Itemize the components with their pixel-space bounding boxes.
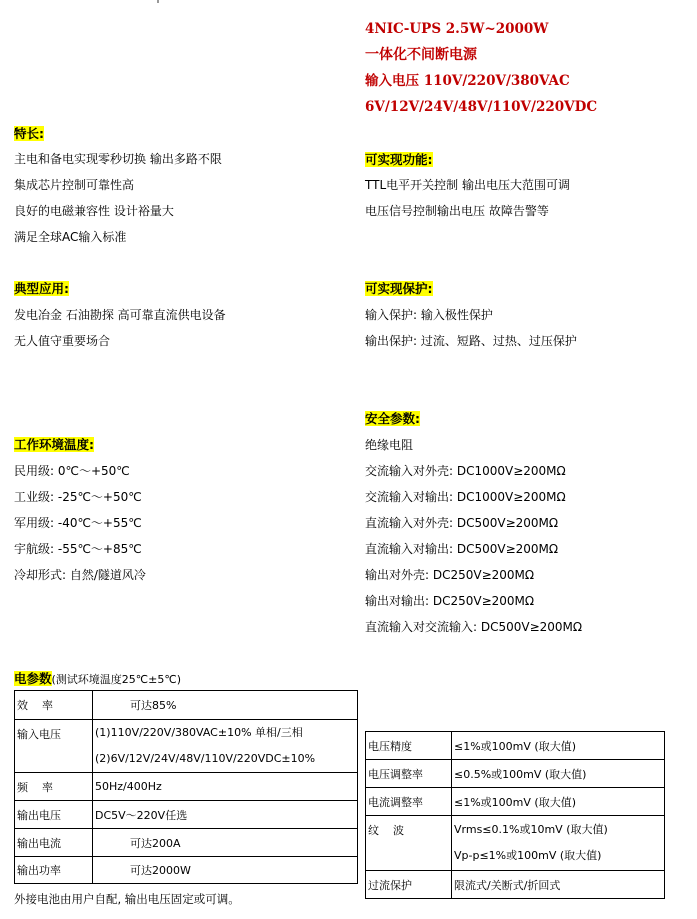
title-line-2: 一体化不间断电源 [365, 47, 477, 63]
environment-item: 军用级: -40℃～+55℃ [14, 516, 142, 530]
applications-heading: 典型应用: [14, 281, 69, 296]
table-cell-label: 效 率 [15, 691, 93, 720]
table-cell-line: (1)110V/220V/380VAC±10% 单相/三相 [95, 726, 303, 739]
table-cell-value: 可达85% [93, 691, 358, 720]
electrical-subheading: (测试环境温度25℃±5℃) [51, 673, 182, 686]
safety-item: 交流输入对外壳: DC1000V≥200MΩ [365, 464, 566, 478]
table-cell-value: ≤0.5%或100mV (取大值) [452, 760, 665, 788]
safety-item: 绝缘电阻 [365, 438, 414, 452]
protection-item: 输入保护: 输入极性保护 [365, 308, 493, 322]
table-row [366, 732, 665, 760]
table-cell-label: 输出功率 [15, 857, 93, 884]
safety-item: 输出对输出: DC250V≥200MΩ [365, 594, 535, 608]
features-heading: 特长: [14, 126, 44, 141]
table-cell-value: 可达200A [93, 829, 358, 857]
safety-item: 交流输入对输出: DC1000V≥200MΩ [365, 490, 566, 504]
table-cell-value: 50Hz/400Hz [93, 773, 358, 801]
protection-heading: 可实现保护: [365, 281, 433, 296]
features-item: 主电和备电实现零秒切换 输出多路不限 [14, 152, 222, 166]
table-cell-line: Vrms≤0.1%或10mV (取大值) [454, 823, 608, 836]
safety-heading: 安全参数: [365, 411, 420, 426]
table-cell-label: 电流调整率 [366, 788, 452, 816]
table-cell-line: (2)6V/12V/24V/48V/110V/220VDC±10% [95, 752, 316, 765]
table-cell-label: 纹 波 [366, 816, 452, 871]
table-cell-label: 过流保护 [366, 871, 452, 899]
safety-item: 直流输入对外壳: DC500V≥200MΩ [365, 516, 559, 530]
table-row [366, 871, 665, 899]
table-row [15, 829, 358, 857]
title-line-1: 4NIC-UPS 2.5W~2000W [365, 21, 549, 37]
environment-item: 冷却形式: 自然/隧道风冷 [14, 568, 146, 582]
title-line-4: 6V/12V/24V/48V/110V/220VDC [365, 99, 598, 115]
table-row [366, 760, 665, 788]
table-cell-label: 输出电压 [15, 801, 93, 829]
environment-heading: 工作环境温度: [14, 437, 94, 452]
table-cell-value: 可达2000W [93, 857, 358, 884]
table-cell-value: ≤1%或100mV (取大值) [452, 732, 665, 760]
protection-item: 输出保护: 过流、短路、过热、过压保护 [365, 334, 577, 348]
environment-item: 民用级: 0℃～+50℃ [14, 464, 130, 478]
environment-item: 宇航级: -55℃～+85℃ [14, 542, 142, 556]
safety-item: 直流输入对输出: DC500V≥200MΩ [365, 542, 559, 556]
table-cell-value: DC5V～220V任选 [93, 801, 358, 829]
table-cell-value [93, 720, 358, 773]
table-cell-value: 限流式/关断式/折回式 [452, 871, 665, 899]
features-item: 集成芯片控制可靠性高 [14, 178, 135, 192]
table-cell-label: 频 率 [15, 773, 93, 801]
table-cell-value: ≤1%或100mV (取大值) [452, 788, 665, 816]
table-cell-line: Vp-p≤1%或100mV (取大值) [454, 849, 602, 862]
precision-table [365, 731, 665, 899]
features-item: 满足全球AC输入标准 [14, 230, 127, 244]
table-cell-label: 电压调整率 [366, 760, 452, 788]
table-row [15, 773, 358, 801]
table-cell-label: 输出电流 [15, 829, 93, 857]
functions-item: 电压信号控制输出电压 故障告警等 [365, 204, 549, 218]
table-row [15, 691, 358, 720]
applications-item: 无人值守重要场合 [14, 334, 111, 348]
functions-item: TTL电平开关控制 输出电压大范围可调 [365, 178, 570, 192]
table-row [15, 801, 358, 829]
electrical-heading: 电参数(测试环境温度25℃±5℃) [14, 671, 182, 686]
features-item: 良好的电磁兼容性 设计裕量大 [14, 204, 174, 218]
title-line-3: 输入电压 110V/220V/380VAC [365, 73, 570, 89]
safety-item: 输出对外壳: DC250V≥200MΩ [365, 568, 535, 582]
applications-item: 发电冶金 石油勘探 高可靠直流供电设备 [14, 308, 226, 322]
table-cell-label: 输入电压 [15, 720, 93, 773]
table-row [366, 816, 665, 871]
table-row [366, 788, 665, 816]
table-row [15, 857, 358, 884]
electrical-note: 外接电池由用户自配, 输出电压固定或可调。 [14, 892, 240, 906]
table-cell-value [452, 816, 665, 871]
table-cell-label: 电压精度 [366, 732, 452, 760]
environment-item: 工业级: -25℃～+50℃ [14, 490, 142, 504]
safety-item: 直流输入对交流输入: DC500V≥200MΩ [365, 620, 583, 634]
functions-heading: 可实现功能: [365, 152, 433, 167]
top-marker [157, 0, 159, 3]
table-row [15, 720, 358, 773]
electrical-table [14, 690, 358, 884]
